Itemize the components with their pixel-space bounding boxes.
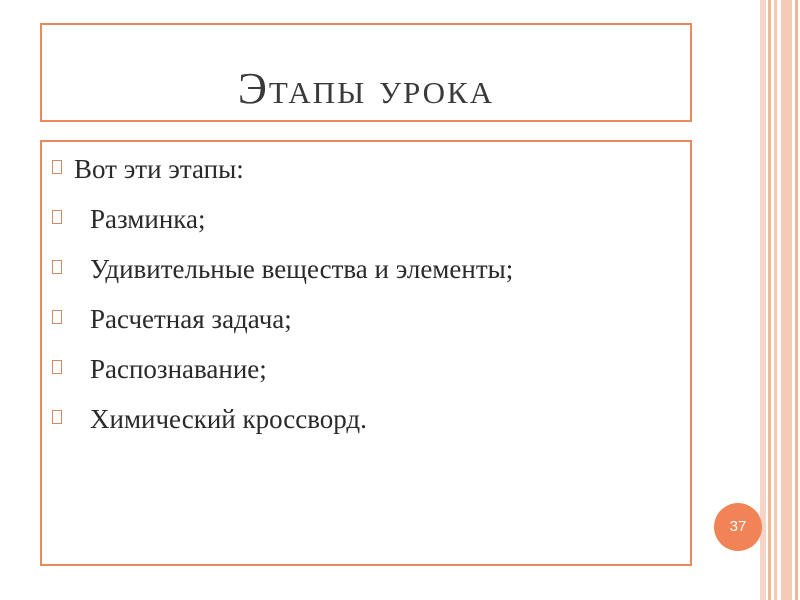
bullet-text: Удивительные вещества и элементы;: [90, 254, 514, 284]
bullet-icon: [52, 410, 62, 424]
bullet-icon: [52, 310, 62, 324]
bullet-icon: [52, 160, 62, 174]
bullet-icon: [52, 210, 62, 224]
page-number-badge: 37: [714, 503, 762, 551]
bullet-text: Разминка;: [90, 204, 206, 234]
bullet-icon: [52, 260, 62, 274]
decorative-stripe: [781, 0, 792, 600]
decorative-stripe: [760, 0, 766, 600]
bullet-text: Распознавание;: [90, 354, 267, 384]
bullet-text: Вот эти этапы:: [74, 154, 244, 184]
bullet-text: Расчетная задача;: [90, 304, 292, 334]
decorative-stripe: [768, 0, 771, 600]
bullet-text: Химический кроссворд.: [90, 404, 367, 434]
title-placeholder[interactable]: [40, 23, 692, 122]
content-placeholder[interactable]: [40, 140, 692, 566]
bullet-icon: [52, 360, 62, 374]
decorative-stripe: [795, 0, 798, 600]
slide-title: Этапы урока: [237, 64, 495, 113]
decorative-stripe: [774, 0, 777, 600]
